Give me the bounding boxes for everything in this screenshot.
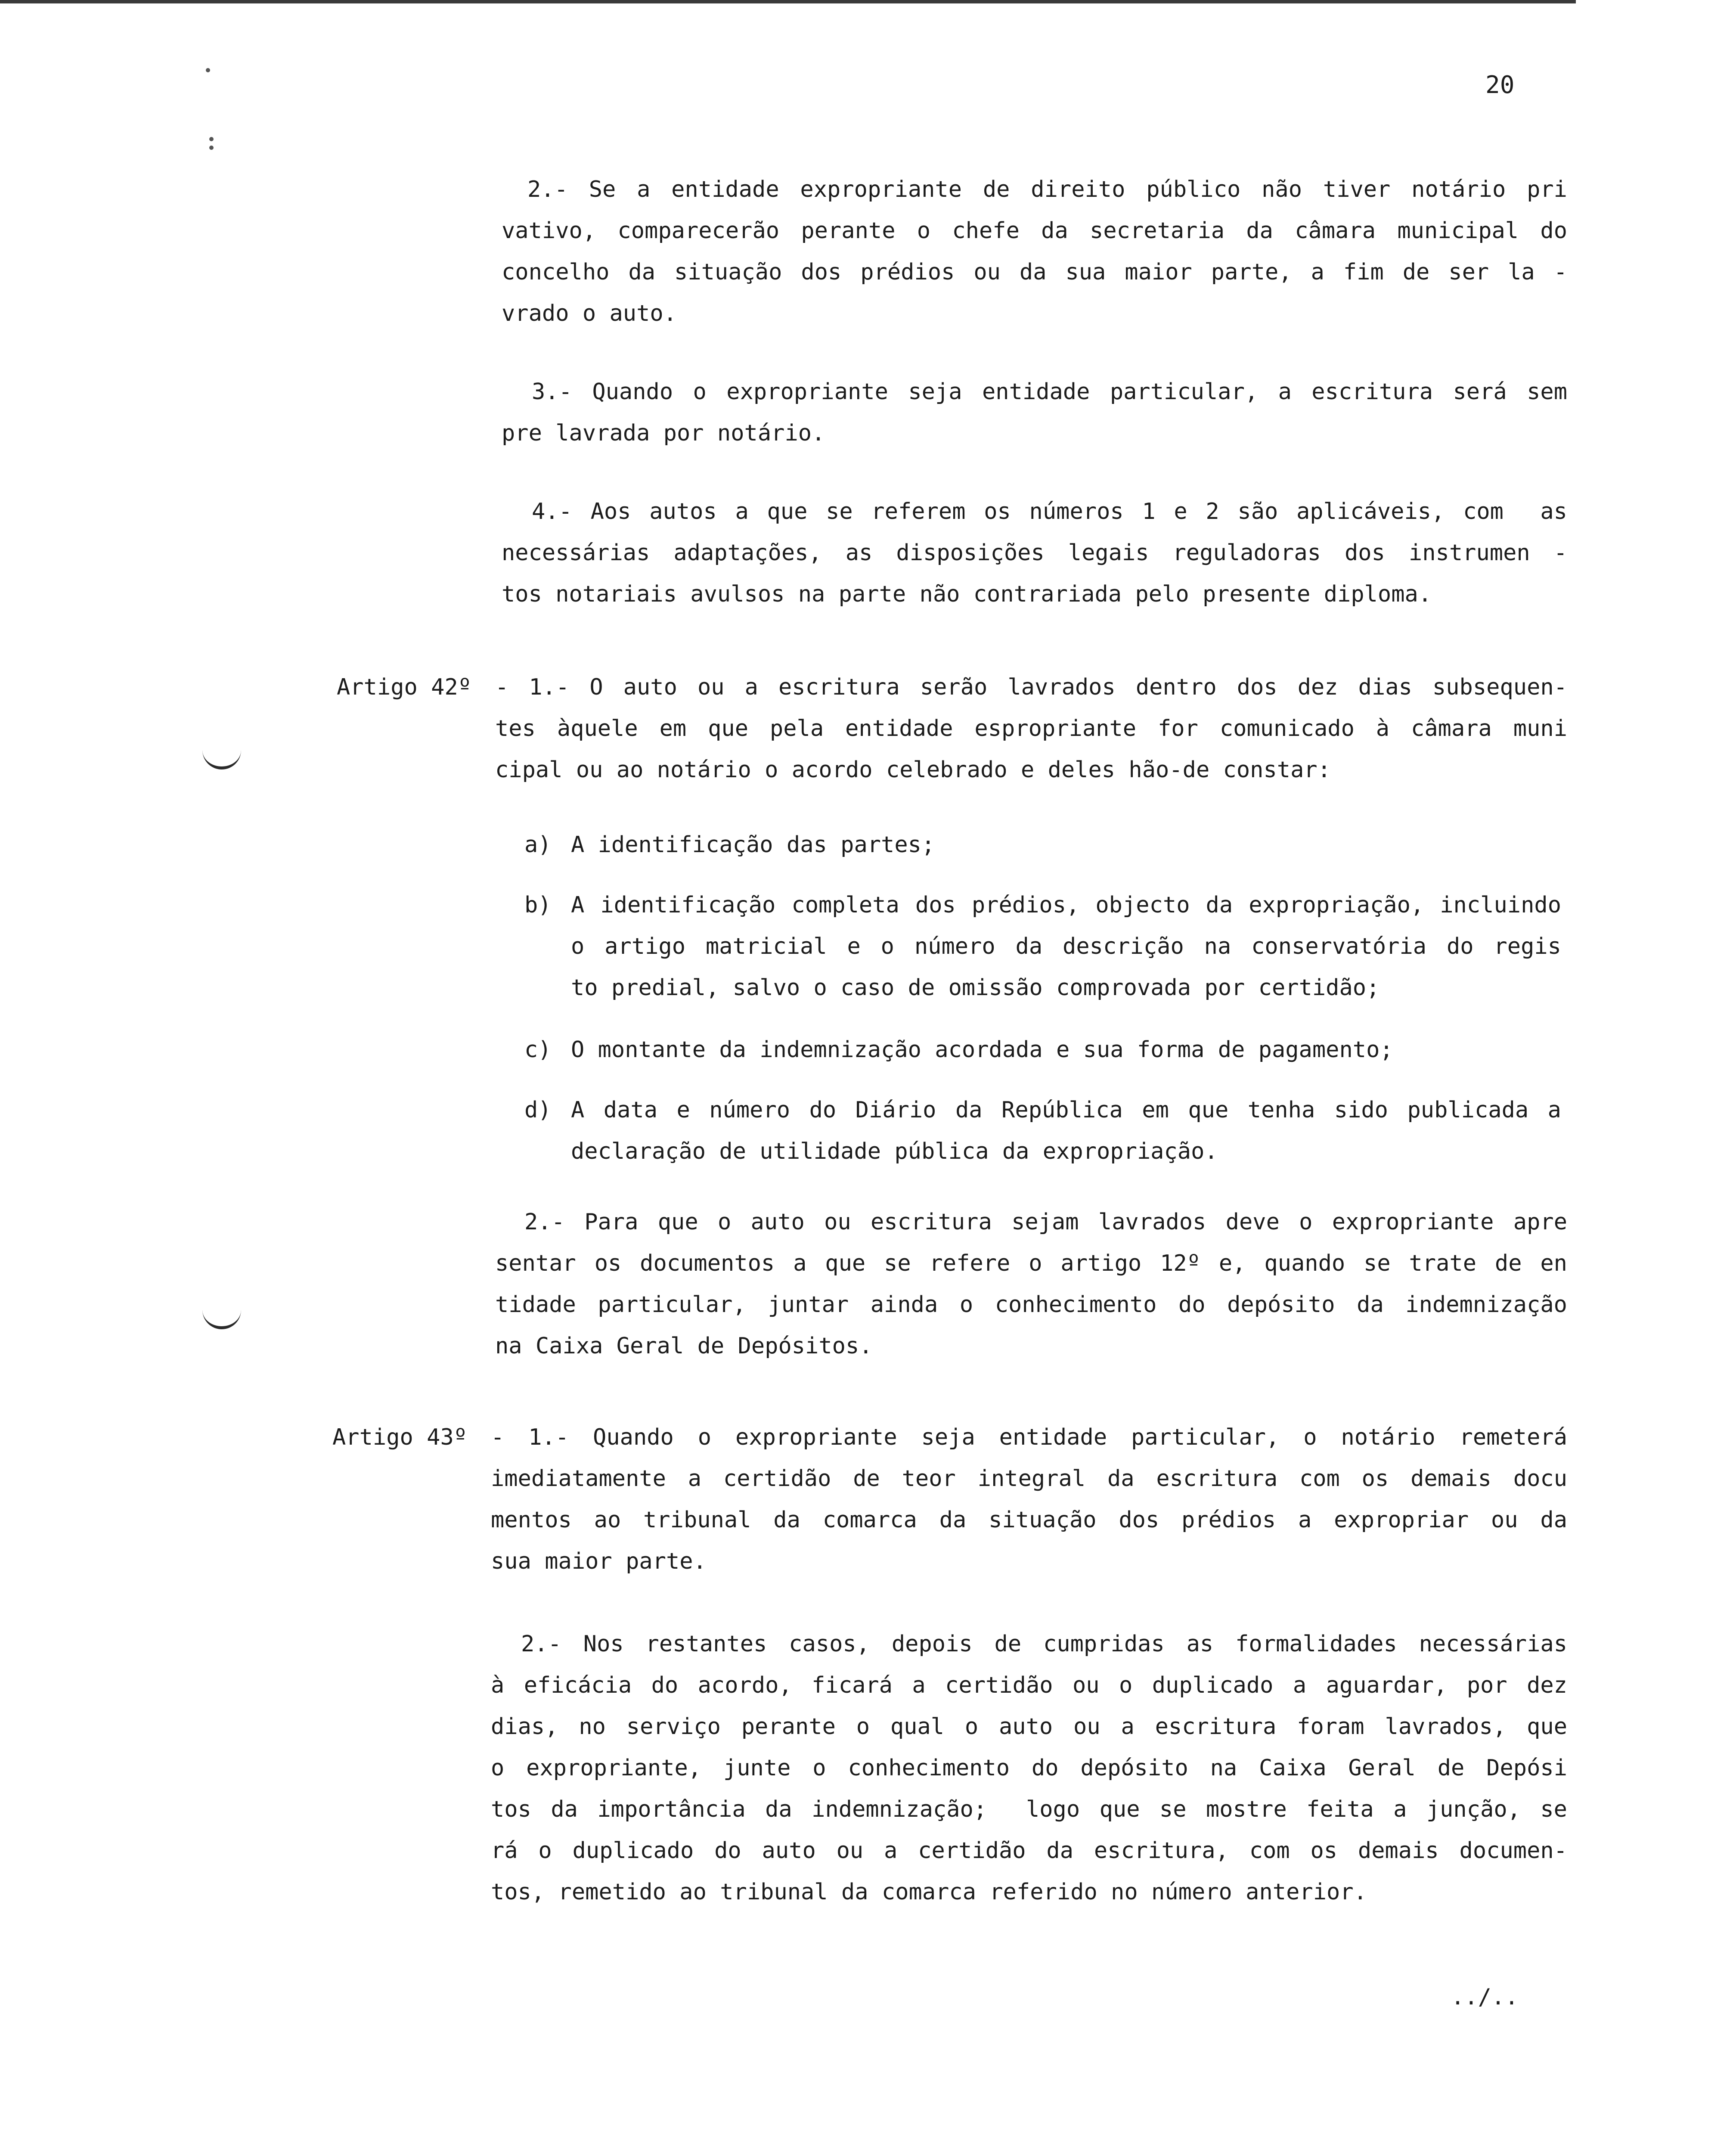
text-line: tidade particular, juntar ainda o conhecimento do depósito da indemnização: [495, 1292, 1567, 1318]
margin-tick-mark: [202, 1305, 241, 1329]
text-line: 3.- Quando o expropriante seja entidade particular, a escritura será sem: [532, 379, 1567, 405]
text-line: sua maior parte.: [491, 1548, 707, 1574]
text-line: dias, no serviço perante o qual o auto ou a escritura foram lavrados, que: [491, 1714, 1567, 1740]
text-line: - 1.- Quando o expropriante seja entidade particular, o notário remeterá: [491, 1424, 1567, 1450]
text-line: 2.- Nos restantes casos, depois de cumpridas as formalidades necessárias: [521, 1631, 1567, 1657]
text-line: 2.- Se a entidade expropriante de direito público não tiver notário pri: [527, 177, 1567, 202]
text-line: o artigo matricial e o número da descrição na conservatória do regis: [571, 934, 1561, 959]
text-line: vativo, comparecerão perante o chefe da secretaria da câmara municipal do: [502, 218, 1567, 244]
margin-dot: [209, 146, 214, 150]
art43-paragraph-2: [491, 1623, 1567, 1913]
text-line: sentar os documentos a que se refere o artigo 12º e, quando se trate de en: [495, 1250, 1567, 1276]
continuation-mark: ../..: [1451, 1984, 1519, 2010]
text-line: - 1.- O auto ou a escritura serão lavrados dentro dos dez dias subsequen-: [495, 674, 1567, 700]
text-line: mentos ao tribunal da comarca da situação dos prédios a expropriar ou da: [491, 1507, 1567, 1533]
text-line: to predial, salvo o caso de omissão comprovada por certidão;: [571, 975, 1380, 1001]
list-item-body: [571, 824, 1561, 866]
text-line: vrado o auto.: [502, 301, 677, 326]
art41-paragraph-2: [502, 169, 1567, 334]
text-line: declaração de utilidade pública da expropriação.: [571, 1139, 1218, 1164]
page-number: 20: [1485, 71, 1515, 99]
list-item-body: [571, 1089, 1561, 1172]
text-line: necessárias adaptações, as disposições legais reguladoras dos instrumen -: [502, 540, 1567, 566]
list-marker: d): [524, 1097, 552, 1123]
text-line: tos da importância da indemnização; logo que se mostre feita a junção, se: [491, 1796, 1567, 1822]
list-marker: b): [524, 892, 552, 918]
article-42-label: Artigo 42º: [337, 674, 472, 700]
text-line: pre lavrada por notário.: [502, 420, 825, 446]
text-line: na Caixa Geral de Depósitos.: [495, 1333, 873, 1359]
text-line: imediatamente a certidão de teor integral da escritura com os demais docu: [491, 1466, 1567, 1492]
text-line: A identificação completa dos prédios, objecto da expropriação, incluindo: [571, 892, 1561, 918]
article-43-label: Artigo 43º: [332, 1424, 468, 1450]
text-line: tos, remetido ao tribunal da comarca referido no número anterior.: [491, 1879, 1367, 1905]
list-marker: a): [524, 832, 552, 858]
art41-paragraph-4: [502, 491, 1567, 615]
list-item-body: [571, 1029, 1561, 1070]
text-line: tes àquele em que pela entidade espropriante for comunicado à câmara muni: [495, 716, 1567, 741]
text-line: rá o duplicado do auto ou a certidão da escritura, com os demais documen-: [491, 1838, 1567, 1864]
art42-paragraph-1: [495, 667, 1567, 791]
text-line: 2.- Para que o auto ou escritura sejam lavrados deve o expropriante apre: [524, 1209, 1567, 1235]
art42-paragraph-2: [495, 1201, 1567, 1367]
text-line: cipal ou ao notário o acordo celebrado e deles hão-de constar:: [495, 757, 1331, 783]
text-line: O montante da indemnização acordada e sua forma de pagamento;: [571, 1037, 1393, 1063]
list-item-body: [571, 884, 1561, 1008]
text-line: tos notariais avulsos na parte não contrariada pelo presente diploma.: [502, 581, 1432, 607]
text-line: A data e número do Diário da República em que tenha sido publicada a: [571, 1097, 1561, 1123]
margin-dot: [209, 137, 214, 141]
text-line: o expropriante, junte o conhecimento do depósito na Caixa Geral de Depósi: [491, 1755, 1567, 1781]
margin-tick-mark: [202, 745, 241, 769]
text-line: 4.- Aos autos a que se referem os números 1 e 2 são aplicáveis, com as: [532, 499, 1567, 524]
art43-paragraph-1: [491, 1417, 1567, 1582]
top-rule: [0, 0, 1576, 3]
list-marker: c): [524, 1037, 552, 1063]
text-line: à eficácia do acordo, ficará a certidão ou o duplicado a aguardar, por dez: [491, 1672, 1567, 1698]
text-line: A identificação das partes;: [571, 832, 935, 858]
margin-dot: [206, 68, 210, 72]
text-line: concelho da situação dos prédios ou da sua maior parte, a fim de ser la -: [502, 259, 1567, 285]
art41-paragraph-3: [502, 371, 1567, 454]
